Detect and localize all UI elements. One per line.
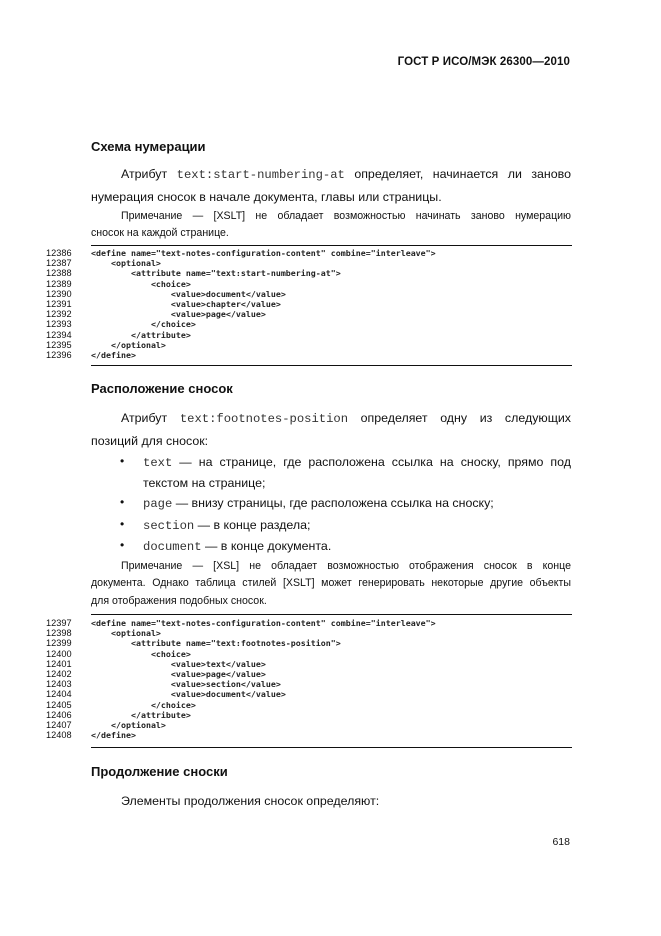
heading-footnote-position: Расположение сносок [91,381,233,396]
bullet-icon: • [120,517,125,531]
note1-line1: Примечание — [XSLT] не обладает возможностью начинать заново нумерацию [121,210,571,222]
bullet-icon: • [120,538,125,552]
heading-footnote-continuation: Продолжение сноски [91,764,228,779]
code-block-top-rule [91,614,572,615]
code1-line-numbers: 12386 12387 12388 12389 12390 12391 12392 12393 12394 12395 12396 [46,248,72,361]
inline-code: text:footnotes-position [179,412,349,426]
inline-code: text:start-numbering-at [176,168,345,182]
code2-line-numbers: 12397 12398 12399 12400 12401 12402 12403 12404 12405 12406 12407 12408 [46,618,72,741]
note2-line2: документа. Однако таблица стилей [XSLT] может генерировать некоторые другие объекты [91,577,571,589]
list-item: page — внизу страницы, где расположена ссылка на сноску; [143,496,494,511]
document-header: ГОСТ Р ИСО/МЭК 26300—2010 [397,56,570,68]
heading-numbering-scheme: Схема нумерации [91,139,206,154]
note2-line3: для отображения подобных сносок. [91,595,267,607]
list-item-cont: текстом на странице; [143,476,266,490]
list-item: text — на странице, где расположена ссылка на сноску, прямо под [143,455,571,470]
bullet-icon: • [120,454,125,468]
para-numbering-line1: Атрибут text:start-numbering-at определяет, начинается ли заново [121,167,571,182]
code1-block: <define name="text-notes-configuration-content" combine="interleave"> <optional> <attribute name="text:start-numbering-at"> <choice> <value>document</value> <value>chapter</value> <value>page</value> </choice> </attribute> </optional> </define> [91,248,436,361]
list-item: document — в конце документа. [143,539,332,554]
code-block-top-rule [91,245,572,246]
code-block-bottom-rule [91,747,572,748]
bullet-icon: • [120,495,125,509]
para-position-line2: позиций для сносок: [91,434,209,448]
para-continuation: Элементы продолжения сносок определяют: [121,794,380,808]
code2-block: <define name="text-notes-configuration-content" combine="interleave"> <optional> <attribute name="text:footnotes-position"> <choice> <value>text</value> <value>page</value> <value>section</value> <value>document</value> </choice> </attribute> </optional> </define> [91,618,436,741]
para-numbering-line2: нумерация сносок в начале документа, главы или страницы. [91,190,442,204]
page-number: 618 [552,836,570,848]
code-block-bottom-rule [91,365,572,366]
note1-line2: сносок на каждой странице. [91,227,229,239]
para-position-line1: Атрибут text:footnotes-position определяет одну из следующих [121,411,572,426]
note2-line1: Примечание — [XSL] не обладает возможностью отображения сносок в конце [121,560,571,572]
list-item: section — в конце раздела; [143,518,311,533]
